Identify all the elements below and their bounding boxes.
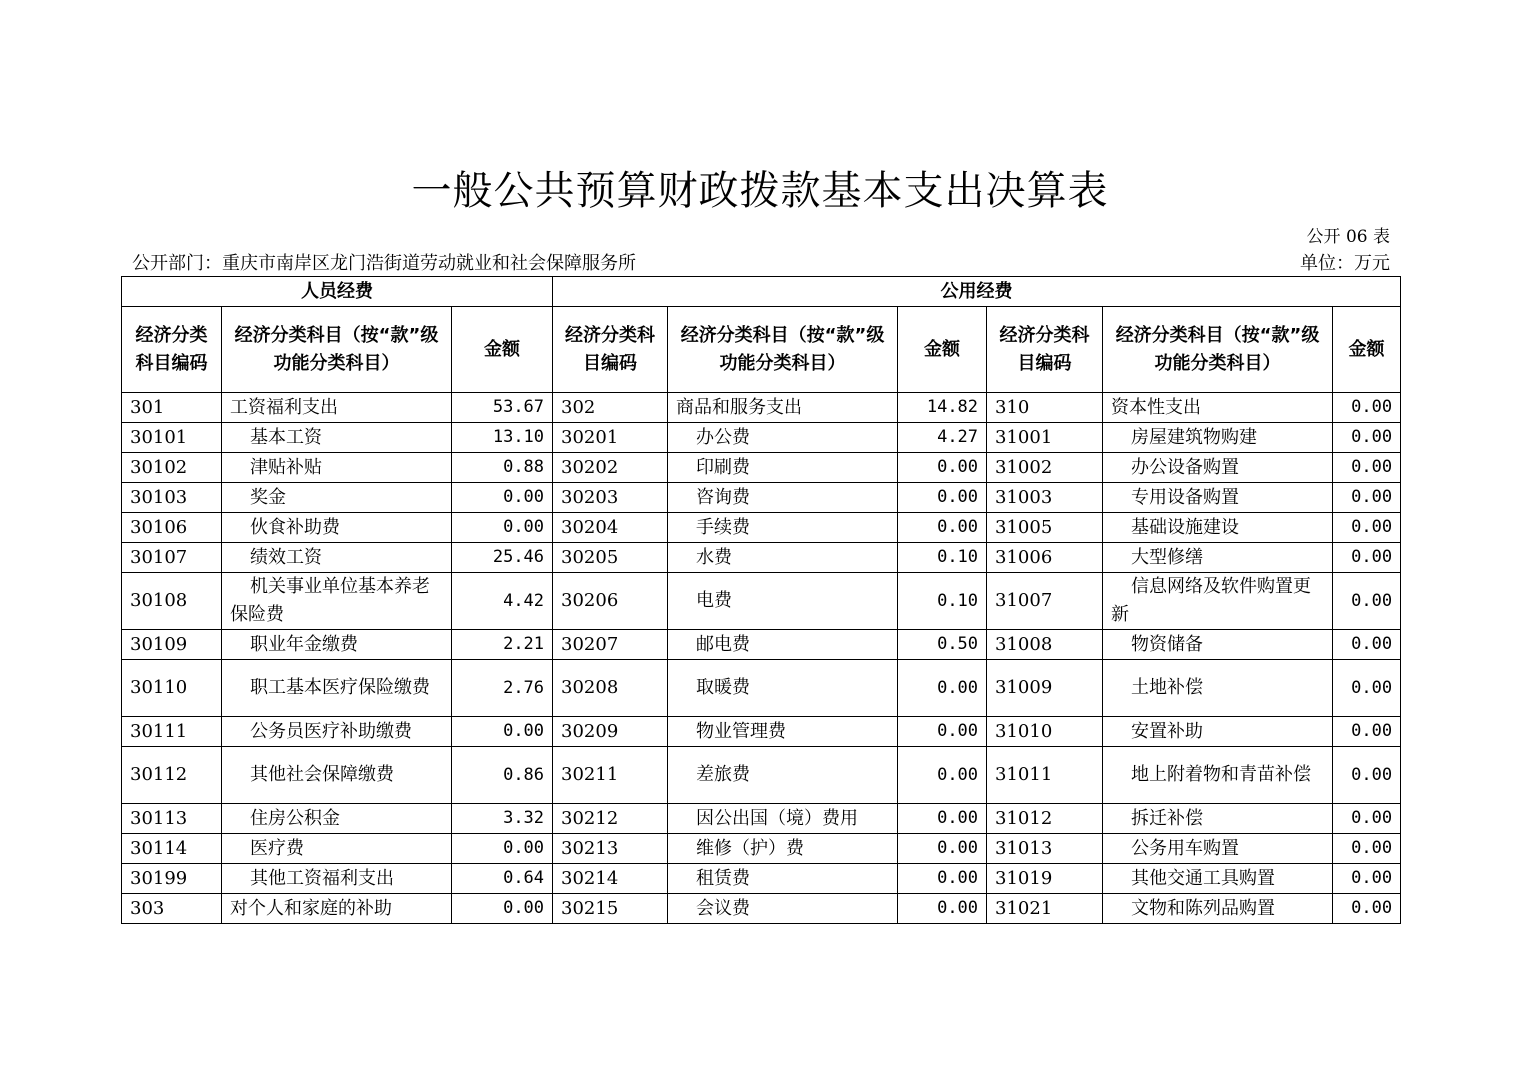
- code-cell: 30203: [553, 483, 668, 513]
- code-cell: 30209: [553, 717, 668, 747]
- name-cell: 因公出国（境）费用: [668, 804, 898, 834]
- code-cell: 30112: [122, 747, 222, 804]
- amount-cell: 4.27: [898, 423, 987, 453]
- code-cell: 30101: [122, 423, 222, 453]
- code-cell: 30108: [122, 573, 222, 630]
- name-cell: 商品和服务支出: [668, 393, 898, 423]
- name-cell: 职工基本医疗保险缴费: [222, 660, 452, 717]
- name-cell: 资本性支出: [1103, 393, 1333, 423]
- amount-cell: 0.00: [898, 747, 987, 804]
- table-row: [122, 660, 1401, 717]
- code-cell: 30107: [122, 543, 222, 573]
- name-cell: 住房公积金: [222, 804, 452, 834]
- amount-header: 金额: [898, 307, 987, 393]
- personnel-group-header: 人员经费: [122, 277, 553, 307]
- name-cell: 会议费: [668, 894, 898, 924]
- code-cell: 31010: [987, 717, 1103, 747]
- amount-cell: 0.50: [898, 630, 987, 660]
- table-row: [122, 543, 1401, 573]
- name-header: 经济分类科目（按“款”级功能分类科目）: [222, 307, 452, 393]
- amount-cell: 14.82: [898, 393, 987, 423]
- code-cell: 30106: [122, 513, 222, 543]
- name-cell: 奖金: [222, 483, 452, 513]
- amount-cell: 0.00: [1333, 513, 1401, 543]
- code-header: 经济分类科目编码: [122, 307, 222, 393]
- code-cell: 31005: [987, 513, 1103, 543]
- amount-cell: 0.00: [1333, 630, 1401, 660]
- amount-cell: 0.86: [452, 747, 553, 804]
- table-row: [122, 483, 1401, 513]
- code-cell: 30111: [122, 717, 222, 747]
- amount-cell: 0.00: [1333, 864, 1401, 894]
- name-cell: 手续费: [668, 513, 898, 543]
- code-cell: 30103: [122, 483, 222, 513]
- amount-cell: 0.88: [452, 453, 553, 483]
- code-cell: 30215: [553, 894, 668, 924]
- amount-cell: 0.64: [452, 864, 553, 894]
- name-cell: 土地补偿: [1103, 660, 1333, 717]
- name-cell: 办公设备购置: [1103, 453, 1333, 483]
- amount-cell: 0.00: [452, 483, 553, 513]
- table-row: [122, 804, 1401, 834]
- name-cell: 拆迁补偿: [1103, 804, 1333, 834]
- amount-cell: 0.00: [898, 864, 987, 894]
- name-header: 经济分类科目（按“款”级功能分类科目）: [668, 307, 898, 393]
- code-cell: 31009: [987, 660, 1103, 717]
- code-cell: 31007: [987, 573, 1103, 630]
- amount-cell: 0.00: [898, 717, 987, 747]
- amount-cell: 0.00: [898, 894, 987, 924]
- code-cell: 301: [122, 393, 222, 423]
- amount-cell: 13.10: [452, 423, 553, 453]
- table-row: [122, 717, 1401, 747]
- amount-cell: 0.00: [1333, 834, 1401, 864]
- amount-cell: 0.00: [452, 717, 553, 747]
- name-cell: 邮电费: [668, 630, 898, 660]
- expenditure-table: [121, 276, 1401, 924]
- amount-header: 金额: [452, 307, 553, 393]
- name-cell: 公务用车购置: [1103, 834, 1333, 864]
- code-cell: 30199: [122, 864, 222, 894]
- name-cell: 基础设施建设: [1103, 513, 1333, 543]
- amount-cell: 0.00: [1333, 423, 1401, 453]
- form-number: 公开 06 表: [1306, 227, 1390, 247]
- name-cell: 职业年金缴费: [222, 630, 452, 660]
- amount-cell: 0.00: [452, 894, 553, 924]
- unit-label: 单位：万元: [1300, 253, 1390, 274]
- name-cell: 维修（护）费: [668, 834, 898, 864]
- group-header-row: [122, 277, 1401, 307]
- code-cell: 30212: [553, 804, 668, 834]
- code-cell: 31006: [987, 543, 1103, 573]
- name-cell: 基本工资: [222, 423, 452, 453]
- code-cell: 30102: [122, 453, 222, 483]
- amount-header: 金额: [1333, 307, 1401, 393]
- name-cell: 房屋建筑物购建: [1103, 423, 1333, 453]
- code-cell: 30205: [553, 543, 668, 573]
- amount-cell: 0.00: [1333, 543, 1401, 573]
- code-cell: 30202: [553, 453, 668, 483]
- code-cell: 302: [553, 393, 668, 423]
- table-row: [122, 423, 1401, 453]
- name-cell: 印刷费: [668, 453, 898, 483]
- amount-cell: 0.00: [452, 834, 553, 864]
- amount-cell: 25.46: [452, 543, 553, 573]
- amount-cell: 0.00: [898, 453, 987, 483]
- amount-cell: 0.00: [898, 483, 987, 513]
- department-label: 公开部门：重庆市南岸区龙门浩街道劳动就业和社会保障服务所: [132, 253, 636, 274]
- name-cell: 机关事业单位基本养老保险费: [222, 573, 452, 630]
- public-group-header: 公用经费: [553, 277, 1401, 307]
- code-cell: 310: [987, 393, 1103, 423]
- code-cell: 30201: [553, 423, 668, 453]
- amount-cell: 3.32: [452, 804, 553, 834]
- table-row: [122, 834, 1401, 864]
- amount-cell: 2.76: [452, 660, 553, 717]
- name-cell: 公务员医疗补助缴费: [222, 717, 452, 747]
- table-row: [122, 573, 1401, 630]
- name-cell: 大型修缮: [1103, 543, 1333, 573]
- amount-cell: 0.00: [1333, 894, 1401, 924]
- amount-cell: 0.00: [1333, 393, 1401, 423]
- code-cell: 30110: [122, 660, 222, 717]
- code-cell: 30208: [553, 660, 668, 717]
- amount-cell: 53.67: [452, 393, 553, 423]
- name-cell: 咨询费: [668, 483, 898, 513]
- code-cell: 30211: [553, 747, 668, 804]
- code-cell: 31019: [987, 864, 1103, 894]
- table-row: [122, 864, 1401, 894]
- name-cell: 取暖费: [668, 660, 898, 717]
- code-cell: 31008: [987, 630, 1103, 660]
- name-cell: 工资福利支出: [222, 393, 452, 423]
- code-cell: 30204: [553, 513, 668, 543]
- name-cell: 对个人和家庭的补助: [222, 894, 452, 924]
- name-cell: 医疗费: [222, 834, 452, 864]
- code-cell: 30214: [553, 864, 668, 894]
- amount-cell: 2.21: [452, 630, 553, 660]
- name-cell: 物业管理费: [668, 717, 898, 747]
- code-cell: 30113: [122, 804, 222, 834]
- code-cell: 30213: [553, 834, 668, 864]
- amount-cell: 0.00: [898, 660, 987, 717]
- code-cell: 30114: [122, 834, 222, 864]
- amount-cell: 0.00: [1333, 804, 1401, 834]
- name-cell: 电费: [668, 573, 898, 630]
- amount-cell: 0.00: [1333, 747, 1401, 804]
- page-title: 一般公共预算财政拨款基本支出决算表: [411, 168, 1109, 214]
- amount-cell: 0.00: [898, 834, 987, 864]
- amount-cell: 0.00: [1333, 717, 1401, 747]
- amount-cell: 0.00: [898, 804, 987, 834]
- amount-cell: 4.42: [452, 573, 553, 630]
- code-cell: 31012: [987, 804, 1103, 834]
- name-cell: 办公费: [668, 423, 898, 453]
- code-cell: 31013: [987, 834, 1103, 864]
- code-header: 经济分类科目编码: [553, 307, 668, 393]
- amount-cell: 0.00: [898, 513, 987, 543]
- code-cell: 31021: [987, 894, 1103, 924]
- code-cell: 31003: [987, 483, 1103, 513]
- name-cell: 安置补助: [1103, 717, 1333, 747]
- name-cell: 水费: [668, 543, 898, 573]
- code-cell: 30206: [553, 573, 668, 630]
- amount-cell: 0.10: [898, 573, 987, 630]
- name-cell: 津贴补贴: [222, 453, 452, 483]
- amount-cell: 0.00: [1333, 483, 1401, 513]
- amount-cell: 0.00: [1333, 573, 1401, 630]
- amount-cell: 0.10: [898, 543, 987, 573]
- table-row: [122, 630, 1401, 660]
- name-cell: 专用设备购置: [1103, 483, 1333, 513]
- name-cell: 伙食补助费: [222, 513, 452, 543]
- amount-cell: 0.00: [1333, 453, 1401, 483]
- column-header-row: [122, 307, 1401, 393]
- name-cell: 物资储备: [1103, 630, 1333, 660]
- name-header: 经济分类科目（按“款”级功能分类科目）: [1103, 307, 1333, 393]
- table-row: [122, 747, 1401, 804]
- code-header: 经济分类科目编码: [987, 307, 1103, 393]
- table-row: [122, 894, 1401, 924]
- code-cell: 30109: [122, 630, 222, 660]
- name-cell: 其他工资福利支出: [222, 864, 452, 894]
- code-cell: 31011: [987, 747, 1103, 804]
- code-cell: 31001: [987, 423, 1103, 453]
- table-row: [122, 513, 1401, 543]
- name-cell: 其他社会保障缴费: [222, 747, 452, 804]
- code-cell: 30207: [553, 630, 668, 660]
- amount-cell: 0.00: [452, 513, 553, 543]
- name-cell: 差旅费: [668, 747, 898, 804]
- name-cell: 文物和陈列品购置: [1103, 894, 1333, 924]
- amount-cell: 0.00: [1333, 660, 1401, 717]
- name-cell: 绩效工资: [222, 543, 452, 573]
- table-row: [122, 453, 1401, 483]
- code-cell: 303: [122, 894, 222, 924]
- name-cell: 地上附着物和青苗补偿: [1103, 747, 1333, 804]
- table-row: [122, 393, 1401, 423]
- name-cell: 其他交通工具购置: [1103, 864, 1333, 894]
- name-cell: 租赁费: [668, 864, 898, 894]
- name-cell: 信息网络及软件购置更新: [1103, 573, 1333, 630]
- code-cell: 31002: [987, 453, 1103, 483]
